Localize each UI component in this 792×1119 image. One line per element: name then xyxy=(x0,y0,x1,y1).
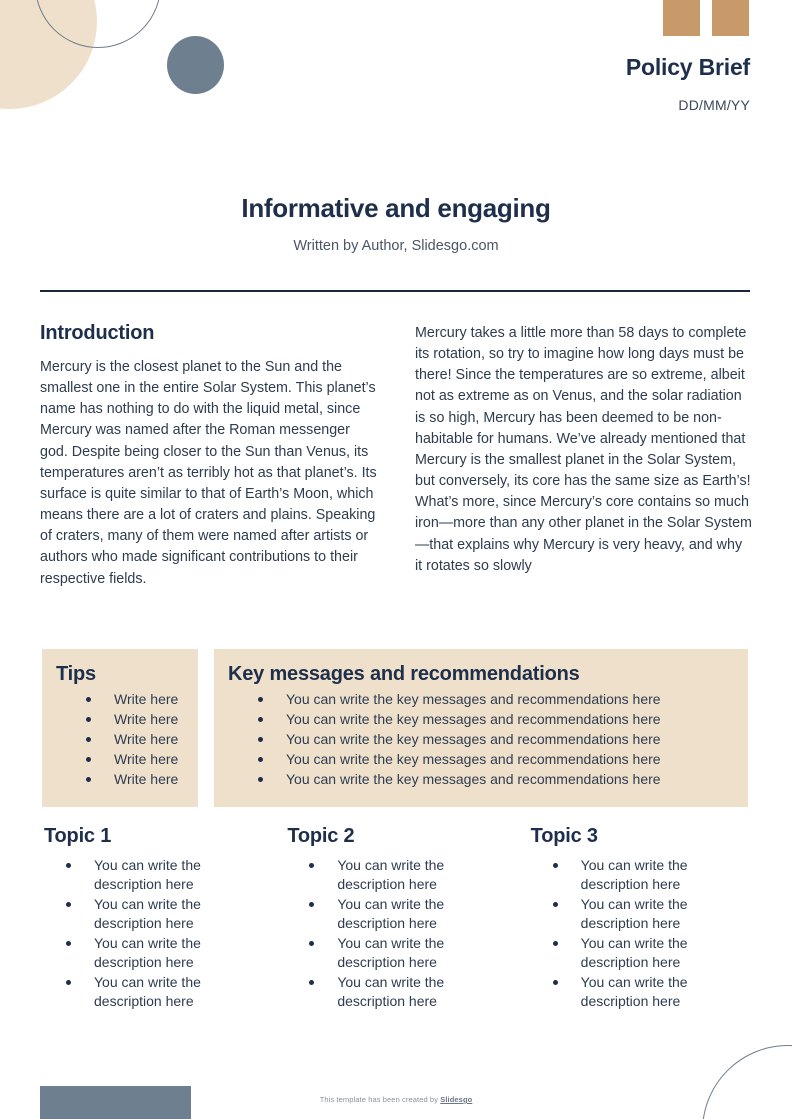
introduction-paragraph-left: Mercury is the closest planet to the Sun and the smallest one in the entire Solar System. This planet’s name has nothing to do with the liquid metal, since Mercury was named after the Roman messenger god. Despite being closer to the Sun than Venus, its temperatures aren’t as terribly hot as that planet’s. Its surface is quite similar to that of Earth’s Moon, which means there are a lot of craters and plains. Speaking of craters, many of them were named after artists or authors who made significant contributions to their respective fields. xyxy=(40,359,377,587)
tan-bar-decoration-left xyxy=(663,0,700,36)
ring-outline-decoration xyxy=(35,0,161,48)
list-item: Write here xyxy=(86,750,182,770)
slate-dot-decoration xyxy=(167,36,224,94)
list-item: You can write the description here xyxy=(553,973,752,1012)
list-item: You can write the description here xyxy=(309,856,508,895)
key-messages-panel xyxy=(214,649,748,807)
page-title: Informative and engaging xyxy=(241,193,551,223)
tan-bar-decoration-right xyxy=(712,0,749,36)
list-item: You can write the description here xyxy=(309,934,508,973)
slidesgo-link[interactable]: Slidesgo xyxy=(440,1095,473,1104)
topic-column-1 xyxy=(44,825,265,1012)
tips-list xyxy=(56,690,182,789)
list-item: You can write the key messages and recommendations here xyxy=(258,730,732,750)
list-item: You can write the key messages and recommendations here xyxy=(258,770,732,790)
topic-title-3: Topic 3 xyxy=(530,825,598,847)
key-messages-panel-title: Key messages and recommendations xyxy=(228,663,580,685)
list-item: Write here xyxy=(86,730,182,750)
highlight-panels xyxy=(42,649,748,807)
topic-column-2 xyxy=(287,825,508,1012)
arc-outline-decoration xyxy=(702,1045,792,1119)
title-block xyxy=(0,193,792,254)
list-item: You can write the description here xyxy=(66,973,265,1012)
key-messages-list xyxy=(228,690,732,789)
list-item: You can write the description here xyxy=(553,856,752,895)
introduction-paragraph-right: Mercury takes a little more than 58 days to complete its rotation, so try to imagine how long days must be there! Since the temperatures are so extreme, albeit not as extreme as on Venus, and the solar radiation is so high, Mercury has been deemed to be non-habitable for humans. We’ve already mentioned that Mercury is the smallest planet in the Solar System, but conversely, its core has the same size as Earth’s! What’s more, since Mercury’s core contains so much iron—more than any other planet in the Solar System—that explains why Mercury is very heavy, and why it rotates so slowly xyxy=(415,325,752,574)
topics-section xyxy=(44,825,752,1012)
tips-panel xyxy=(42,649,198,807)
list-item: You can write the description here xyxy=(66,856,265,895)
document-byline: Written by Author, Slidesgo.com xyxy=(293,238,499,255)
footer-credit xyxy=(0,1095,792,1104)
document-date: DD/MM/YY xyxy=(678,97,750,114)
header-divider xyxy=(40,290,750,292)
list-item: You can write the description here xyxy=(553,934,752,973)
list-item: Write here xyxy=(86,770,182,790)
topic-list-3 xyxy=(531,856,752,1012)
topic-column-3 xyxy=(531,825,752,1012)
list-item: You can write the description here xyxy=(309,973,508,1012)
topic-list-1 xyxy=(44,856,265,1012)
list-item: You can write the key messages and recommendations here xyxy=(258,750,732,770)
list-item: Write here xyxy=(86,690,182,710)
section-heading-introduction: Introduction xyxy=(40,322,155,344)
list-item: You can write the key messages and recommendations here xyxy=(258,710,732,730)
introduction-left-column xyxy=(40,322,377,590)
list-item: You can write the description here xyxy=(66,895,265,934)
introduction-section xyxy=(40,322,752,590)
beige-circle-decoration xyxy=(0,0,97,109)
topic-title-2: Topic 2 xyxy=(287,825,355,847)
list-item: You can write the key messages and recommendations here xyxy=(258,690,732,710)
footer-credit-text: This template has been created by xyxy=(319,1095,441,1104)
list-item: You can write the description here xyxy=(66,934,265,973)
document-kicker: Policy Brief xyxy=(625,54,750,80)
document-header xyxy=(626,55,750,113)
tips-panel-title: Tips xyxy=(56,663,96,685)
list-item: Write here xyxy=(86,710,182,730)
introduction-right-column xyxy=(415,322,752,590)
list-item: You can write the description here xyxy=(553,895,752,934)
topic-list-2 xyxy=(287,856,508,1012)
topic-title-1: Topic 1 xyxy=(44,825,112,847)
list-item: You can write the description here xyxy=(309,895,508,934)
